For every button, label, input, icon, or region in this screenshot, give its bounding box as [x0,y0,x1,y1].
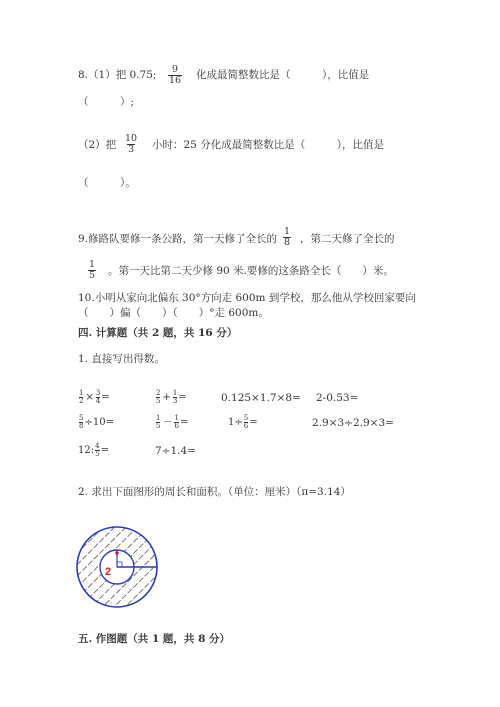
section5-title: 五. 作图题（共 1 题，共 8 分） [78,633,231,645]
q8-frac1-den: 16 [169,75,182,86]
frac-num: 4 [95,442,100,450]
calc-r2-e4: 2.9×3÷2.9×3= [312,417,394,429]
calc-r3-e1-a [95,443,99,458]
operator: + [162,391,171,403]
calc-r2-e1-a [79,415,83,430]
frac-num: 1 [79,389,84,397]
section4-q2-title: 2. 求出下面图形的周长和面积。（单位：厘米）（π=3.14） [78,486,351,498]
calc-r2-e1 [78,415,114,430]
calc-r2-e2 [155,415,188,430]
frac-num: 5 [79,414,84,422]
q9-frac2-den: 5 [89,270,96,281]
q9-frac2-num: 1 [89,259,96,270]
q10-line1: 10.小明从家向北偏东 30°方向走 600m 到学校，那么他从学校回家要向 [78,292,416,304]
calc-r1-e1-a [79,390,83,405]
q8-part2-prefix: （2）把 [78,139,117,151]
q9-suffix: ，第二天修了全长的 [300,233,395,245]
annulus-figure [73,523,163,613]
q9-fraction-2 [88,260,96,281]
frac-num: 1 [174,414,179,422]
q8-part1-suffix: 化成最简整数比是（ ），比值是 [196,69,370,81]
calc-r1-e2-a [156,390,160,405]
calc-r1-e3: 0.125×1.7×8= [221,392,301,404]
q10-line2: （ ）偏（ ）（ ）°走 600m。 [78,307,269,319]
q8-part1-prefix: 8.（1）把 0.75; [78,69,157,81]
frac-num: 1 [156,414,161,422]
q8-part1-line2: （ ）; [78,96,135,108]
section4-q1-title: 1. 直接写出得数。 [78,353,165,365]
frac-den: 2 [79,397,84,405]
center-dot [115,551,119,555]
frac-den: 3 [172,397,178,405]
equals: = [178,391,187,403]
calc-r1-e2 [155,390,187,405]
calc-r3-e2: 7÷1.4= [155,445,196,457]
figure-label: 2 [105,566,112,578]
frac-den: 8 [79,422,84,430]
expr-prefix: 12: [78,444,95,456]
calc-r1-e4: 2-0.53= [316,392,359,404]
calc-r1-e1 [78,390,110,405]
frac-num: 1 [172,389,178,397]
calc-r2-e3 [228,415,258,430]
q9-frac1-num: 1 [284,226,291,237]
frac-den: 6 [243,422,249,430]
calc-r1-e1-b [96,390,100,405]
calc-r1-e2-b [173,390,177,405]
operator: × [85,391,94,403]
q9-prefix: 9.修路队要修一条公路，第一天修了全长的 [78,233,278,245]
frac-num: 2 [156,389,161,397]
equals: = [101,391,110,403]
operator: － [162,416,173,428]
calc-r2-e2-a [156,415,160,430]
q9-fraction-1 [283,227,291,248]
frac-den: 5 [95,450,100,458]
frac-num: 3 [95,389,101,397]
equals: = [179,416,189,428]
q8-frac1-num: 9 [172,64,179,75]
equals: = [249,416,258,428]
calc-r2-e3-a [244,415,248,430]
expr-rest: ÷10= [84,416,114,428]
q8-fraction-1 [168,65,182,86]
frac-den: 6 [174,422,179,430]
equals: = [100,444,109,456]
q9-line2: 。第一天比第二天少修 90 米.要修的这条路全长（ ）米。 [108,265,394,277]
calc-r3-e1 [78,443,109,458]
frac-num: 5 [243,414,249,422]
q9-frac1-den: 8 [284,237,291,248]
q8-part2-suffix: 小时：25 分化成最简整数比是（ ），比值是 [152,139,384,151]
section4-title: 四. 计算题（共 2 题，共 16 分） [78,327,238,339]
q8-frac2-den: 3 [128,144,135,155]
frac-den: 5 [156,422,161,430]
frac-den: 4 [95,397,101,405]
q8-frac2-num: 10 [125,133,138,144]
q8-part2-line2: （ ）。 [78,177,136,189]
frac-den: 5 [156,397,161,405]
calc-r2-e2-b [174,415,178,430]
q8-fraction-2 [124,134,138,155]
expr-prefix: 1÷ [228,416,243,428]
